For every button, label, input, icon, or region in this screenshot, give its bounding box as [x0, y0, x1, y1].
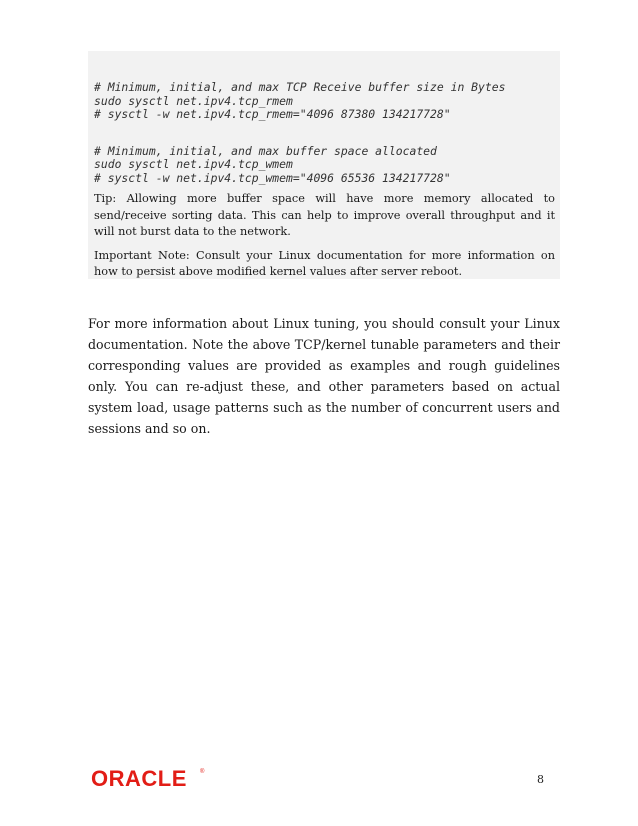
- code-block: [88, 51, 560, 279]
- code-command-rmem: sudo sysctl net.ipv4.tcp_rmem: [94, 93, 293, 108]
- code-command-wmem: sudo sysctl net.ipv4.tcp_wmem: [94, 157, 293, 171]
- code-example-rmem: # sysctl -w net.ipv4.tcp_rmem="4096 87380 134217728": [94, 107, 451, 121]
- code-comment-wmem: # Minimum, initial, and max buffer space allocated: [94, 143, 437, 158]
- tip-paragraph: Tip: Allowing more buffer space will have more memory allocated to send/receive sorting data. This can help to improve overall throughput and it will not burst data to the network.: [94, 192, 555, 238]
- code-example-wmem: # sysctl -w net.ipv4.tcp_wmem="4096 65536 134217728": [94, 170, 451, 185]
- code-comment-rmem: # Minimum, initial, and max TCP Receive buffer size in Bytes: [94, 80, 506, 94]
- oracle-logo-text: ORACLE: [91, 766, 187, 791]
- code-spacer: [94, 122, 555, 145]
- page-number: 8: [537, 773, 544, 786]
- registered-mark: ®: [200, 769, 205, 775]
- oracle-logo: [90, 765, 210, 791]
- linux-tuning-paragraph: For more information about Linux tuning, you should consult your Linux documentation. Note the above TCP/kernel tunable parameters and their corresponding values are provided as examples and rough guidelines only. You can re-adjust these, and other parameters based on actual system load, usage patterns such as the number of concurrent users and sessions and so on.: [88, 316, 560, 436]
- important-note-paragraph: Important Note: Consult your Linux documentation for more information on how to persist above modified kernel values after server reboot.: [94, 248, 555, 278]
